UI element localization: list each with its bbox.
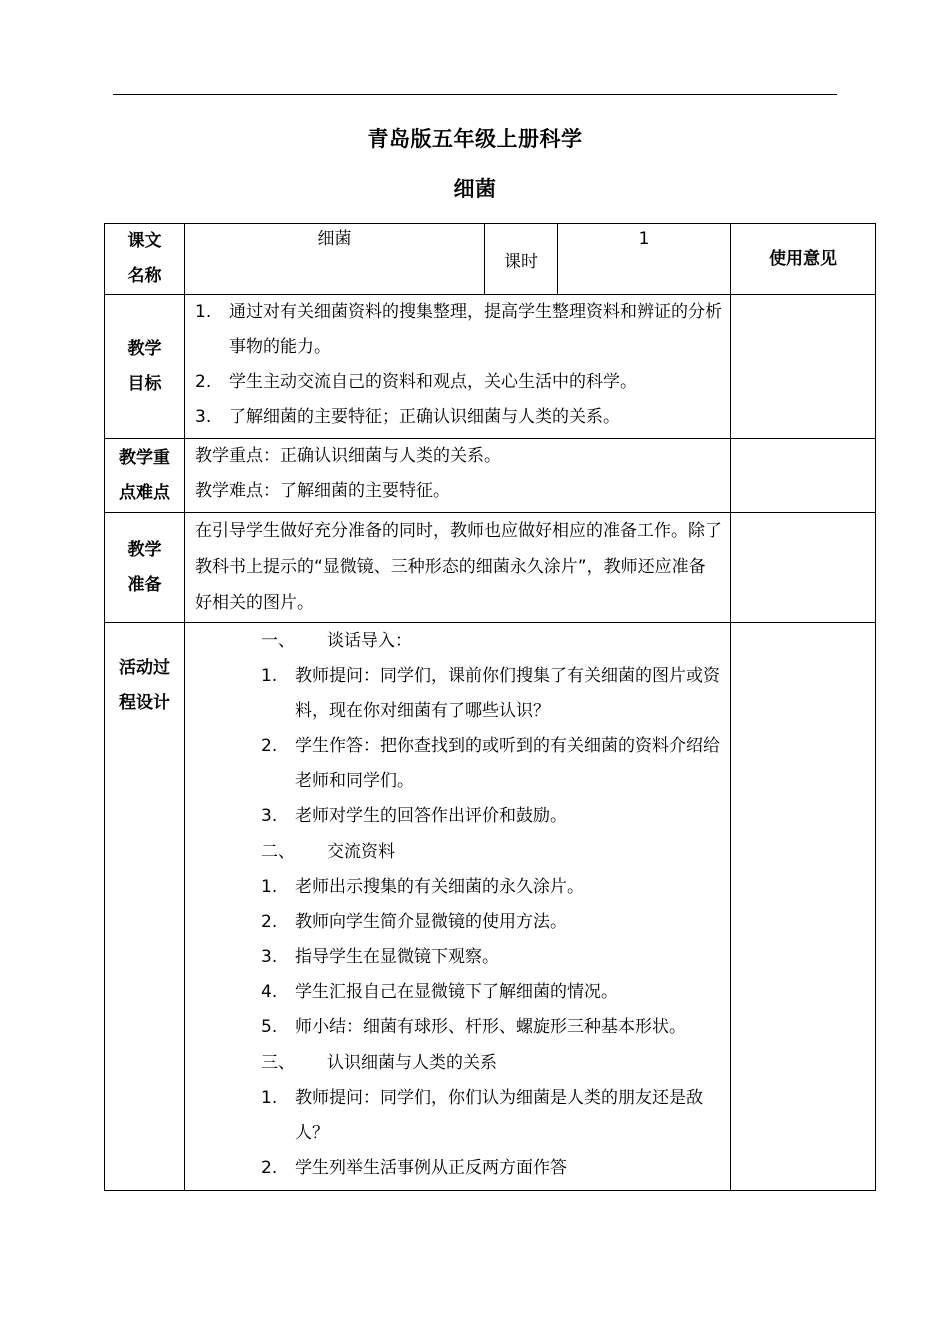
process-label-line2: 程设计 — [119, 693, 170, 713]
key-focus: 教学重点：正确认识细菌与人类的关系。 — [195, 446, 501, 466]
process-item: 4. 学生汇报自己在显微镜下了解细菌的情况。 — [261, 982, 618, 1002]
key-points-label-line2: 点难点 — [119, 482, 170, 503]
objective-item: 3. 了解细菌的主要特征；正确认识细菌与人类的关系。 — [195, 407, 620, 427]
document-subtitle: 细菌 — [453, 177, 497, 201]
process-content — [185, 623, 731, 1191]
process-label — [105, 623, 185, 1191]
row-key-points — [105, 439, 876, 513]
lesson-plan-table — [104, 223, 876, 1191]
section-heading: 三、 认识细菌与人类的关系 — [261, 1053, 497, 1073]
period-label: 课时 — [485, 224, 558, 295]
objectives-label — [105, 295, 185, 439]
objectives-label-line2: 目标 — [127, 373, 162, 394]
key-points-notes — [731, 439, 876, 513]
preparation-label-line1: 教学 — [127, 539, 162, 560]
lesson-name-label-line1: 课文 — [127, 231, 162, 251]
key-points-label-line1: 教学重 — [119, 447, 170, 468]
lesson-name-label — [105, 224, 185, 295]
row-process — [105, 623, 876, 1191]
objective-item: 1. 通过对有关细菌资料的搜集整理，提高学生整理资料和辨证的分析事物的能力。 — [195, 302, 722, 357]
key-difficulty: 教学难点：了解细菌的主要特征。 — [195, 481, 450, 501]
process-item: 3. 指导学生在显微镜下观察。 — [261, 947, 499, 967]
header-rule — [113, 94, 837, 95]
row-lesson-info — [105, 224, 876, 295]
lesson-name-label-line2: 名称 — [127, 266, 162, 286]
objectives-notes — [731, 295, 876, 439]
notes-header: 使用意见 — [731, 224, 876, 295]
process-item: 1. 教师提问：同学们，课前你们搜集了有关细菌的图片或资料，现在你对细菌有了哪些认识？ — [261, 666, 720, 721]
objectives-content — [185, 295, 731, 439]
process-item: 5. 师小结：细菌有球形、杆形、螺旋形三种基本形状。 — [261, 1017, 686, 1037]
preparation-label — [105, 513, 185, 623]
key-points-content — [185, 439, 731, 513]
process-item: 1. 老师出示搜集的有关细菌的永久涂片。 — [261, 877, 584, 897]
key-points-label — [105, 439, 185, 513]
process-notes — [731, 623, 876, 1191]
preparation-notes — [731, 513, 876, 623]
objectives-label-line1: 教学 — [127, 338, 162, 359]
process-label-line1: 活动过 — [119, 658, 170, 678]
row-objectives — [105, 295, 876, 439]
process-item: 1. 教师提问：同学们，你们认为细菌是人类的朋友还是敌人？ — [261, 1088, 703, 1143]
objective-item: 2. 学生主动交流自己的资料和观点，关心生活中的科学。 — [195, 372, 637, 392]
row-preparation — [105, 513, 876, 623]
section-heading: 一、 谈话导入： — [261, 631, 412, 651]
process-item: 2. 学生作答：把你查找到的或听到的有关细菌的资料介绍给老师和同学们。 — [261, 736, 720, 791]
lesson-name-value: 细菌 — [185, 224, 485, 295]
document-title: 青岛版五年级上册科学 — [367, 127, 583, 151]
preparation-content: 在引导学生做好充分准备的同时，教师也应做好相应的准备工作。除了教科书上提示的“显微镜、三种形态的细菌永久涂片”，教师还应准备好相关的图片。 — [185, 513, 731, 623]
process-item: 2. 学生列举生活事例从正反两方面作答 — [261, 1158, 567, 1178]
process-item: 3. 老师对学生的回答作出评价和鼓励。 — [261, 806, 567, 826]
preparation-label-line2: 准备 — [127, 574, 162, 595]
process-item: 2. 教师向学生简介显微镜的使用方法。 — [261, 912, 567, 932]
period-value: 1 — [558, 224, 731, 295]
section-heading: 二、 交流资料 — [261, 842, 395, 862]
